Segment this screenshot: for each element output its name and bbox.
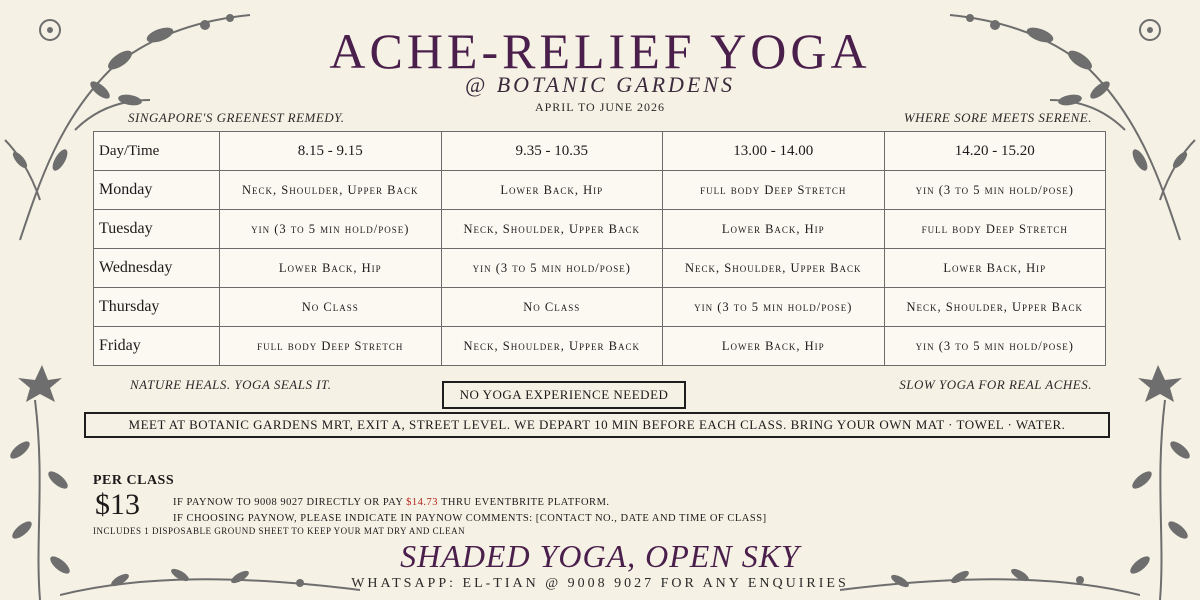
- experience-notice: NO YOGA EXPERIENCE NEEDED: [442, 381, 686, 409]
- class-cell: Lower Back, Hip: [441, 171, 663, 210]
- time-slot-header: 9.35 - 10.35: [441, 132, 663, 171]
- class-cell: No Class: [441, 288, 663, 327]
- class-cell: No Class: [220, 288, 442, 327]
- class-cell: full body Deep Stretch: [884, 210, 1106, 249]
- day-label: Friday: [94, 327, 220, 366]
- table-row: [94, 171, 1106, 210]
- includes-note: INCLUDES 1 DISPOSABLE GROUND SHEET TO KEEP YOUR MAT DRY AND CLEAN: [93, 526, 466, 536]
- tagline-bottom-right: SLOW YOGA FOR REAL ACHES.: [899, 377, 1092, 392]
- footer-slogan: SHADED YOGA, OPEN SKY: [400, 538, 800, 574]
- class-cell: Lower Back, Hip: [220, 249, 442, 288]
- tagline-top-right: WHERE SORE MEETS SERENE.: [903, 110, 1092, 125]
- table-corner-label: Day/Time: [94, 132, 220, 171]
- class-cell: Neck, Shoulder, Upper Back: [884, 288, 1106, 327]
- class-cell: Neck, Shoulder, Upper Back: [441, 327, 663, 366]
- class-cell: yin (3 to 5 min hold/pose): [884, 327, 1106, 366]
- poster-title: ACHE-RELIEF YOGA: [329, 23, 871, 79]
- class-cell: yin (3 to 5 min hold/pose): [220, 210, 442, 249]
- schedule-table: [93, 131, 1106, 366]
- class-cell: Neck, Shoulder, Upper Back: [220, 171, 442, 210]
- eventbrite-price: $14.73: [406, 497, 439, 508]
- class-cell: full body Deep Stretch: [220, 327, 442, 366]
- table-header-row: [94, 132, 1106, 171]
- class-cell: Lower Back, Hip: [663, 327, 885, 366]
- day-label: Tuesday: [94, 210, 220, 249]
- poster-subtitle: @ BOTANIC GARDENS: [464, 72, 736, 97]
- payment-line-1-post: THRU EVENTBRITE PLATFORM.: [438, 497, 610, 508]
- time-slot-header: 14.20 - 15.20: [884, 132, 1106, 171]
- table-row: [94, 327, 1106, 366]
- payment-line-1-pre: IF PAYNOW TO 9008 9027 DIRECTLY OR PAY: [173, 497, 407, 508]
- per-class-label: PER CLASS: [93, 473, 175, 488]
- tagline-top-left: SINGAPORE'S GREENEST REMEDY.: [128, 110, 345, 125]
- tagline-bottom-left: NATURE HEALS. YOGA SEALS IT.: [130, 377, 332, 392]
- class-cell: Neck, Shoulder, Upper Back: [441, 210, 663, 249]
- day-label: Thursday: [94, 288, 220, 327]
- class-cell: full body Deep Stretch: [663, 171, 885, 210]
- contact-line: WHATSAPP: EL-TIAN @ 9008 9027 FOR ANY ENQUIRIES: [351, 576, 849, 591]
- class-cell: Neck, Shoulder, Upper Back: [663, 249, 885, 288]
- table-row: [94, 249, 1106, 288]
- payment-line-1: [173, 497, 610, 508]
- time-slot-header: 13.00 - 14.00: [663, 132, 885, 171]
- class-cell: yin (3 to 5 min hold/pose): [884, 171, 1106, 210]
- class-cell: yin (3 to 5 min hold/pose): [441, 249, 663, 288]
- class-cell: Lower Back, Hip: [663, 210, 885, 249]
- table-row: [94, 210, 1106, 249]
- day-label: Monday: [94, 171, 220, 210]
- table-row: [94, 288, 1106, 327]
- time-slot-header: 8.15 - 9.15: [220, 132, 442, 171]
- meeting-notice: MEET AT BOTANIC GARDENS MRT, EXIT A, STREET LEVEL. WE DEPART 10 MIN BEFORE EACH CLASS. BRING YOUR OWN MAT · TOWEL · WATER.: [84, 412, 1110, 438]
- date-range: APRIL TO JUNE 2026: [534, 100, 666, 114]
- class-cell: Lower Back, Hip: [884, 249, 1106, 288]
- price: $13: [95, 488, 140, 521]
- day-label: Wednesday: [94, 249, 220, 288]
- payment-line-2: IF CHOOSING PAYNOW, PLEASE INDICATE IN PAYNOW COMMENTS: [CONTACT NO., DATE AND TIME OF CLASS]: [173, 513, 767, 524]
- class-cell: yin (3 to 5 min hold/pose): [663, 288, 885, 327]
